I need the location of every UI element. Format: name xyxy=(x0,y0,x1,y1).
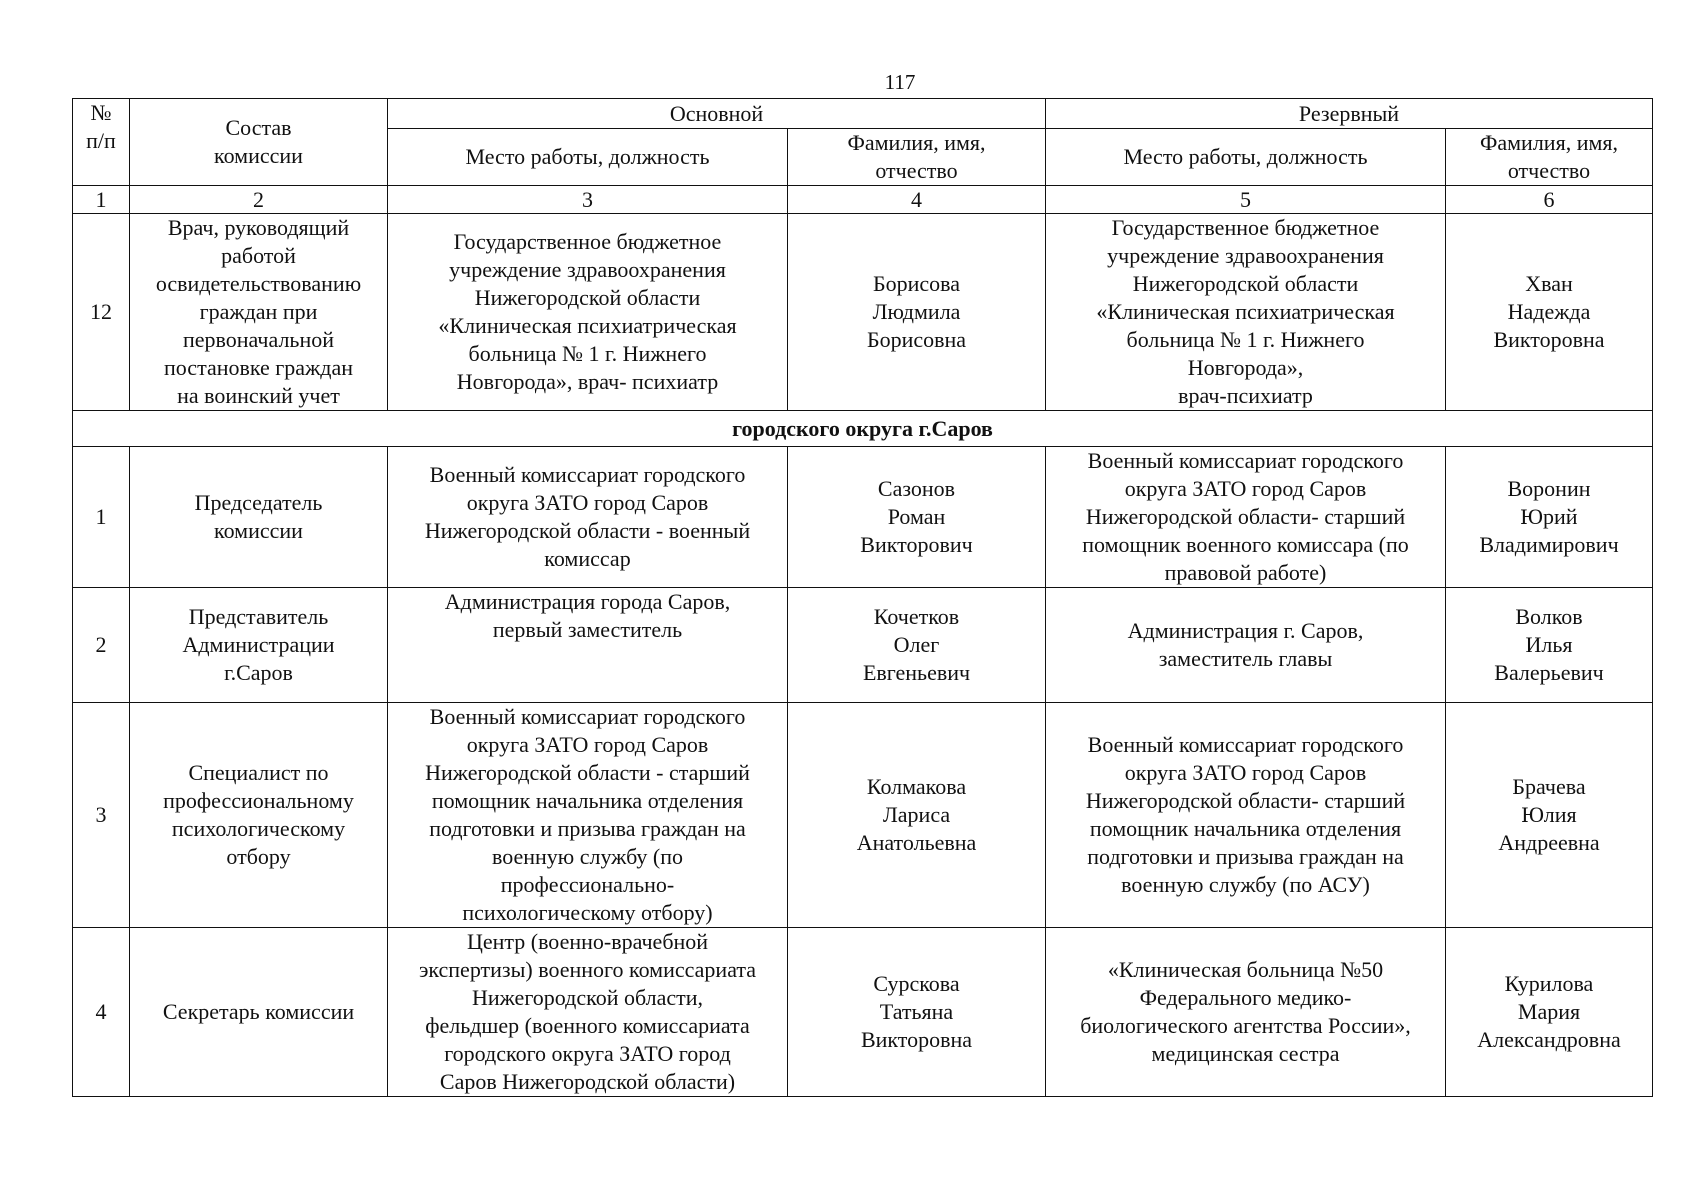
row-reserve-workplace: Военный комиссариат городского округа ЗАТО город Саров Нижегородской области- старший помощник военного комиссара (по правовой работе) xyxy=(1046,447,1446,588)
row-main-workplace: Государственное бюджетное учреждение здравоохранения Нижегородской области «Клиническая психиатрическая больница № 1 г. Нижнего Новгорода», врач- психиатр xyxy=(388,214,788,411)
header-main-workplace: Место работы, должность xyxy=(388,129,788,186)
row-role: Председатель комиссии xyxy=(130,447,388,588)
table-row xyxy=(73,588,1653,703)
row-main-name: Сурскова Татьяна Викторовна xyxy=(788,928,1046,1097)
row-reserve-workplace: Администрация г. Саров, заместитель главы xyxy=(1046,588,1446,703)
row-reserve-name: Курилова Мария Александровна xyxy=(1446,928,1653,1097)
section-row xyxy=(73,411,1653,447)
column-number: 2 xyxy=(130,186,388,214)
column-number: 4 xyxy=(788,186,1046,214)
column-number: 1 xyxy=(73,186,130,214)
header-main-name: Фамилия, имя, отчество xyxy=(788,129,1046,186)
row-reserve-workplace: Государственное бюджетное учреждение здравоохранения Нижегородской области «Клиническая психиатрическая больница № 1 г. Нижнего Новгорода», врач-психиатр xyxy=(1046,214,1446,411)
row-main-workplace: Военный комиссариат городского округа ЗАТО город Саров Нижегородской области - военный комиссар xyxy=(388,447,788,588)
row-num: 2 xyxy=(73,588,130,703)
table-row xyxy=(73,214,1653,411)
row-main-workplace: Администрация города Саров, первый заместитель xyxy=(388,588,788,703)
section-title: городского округа г.Саров xyxy=(73,411,1653,447)
row-role: Врач, руководящий работой освидетельствованию граждан при первоначальной постановке граждан на воинский учет xyxy=(130,214,388,411)
row-reserve-name: Воронин Юрий Владимирович xyxy=(1446,447,1653,588)
header-composition: Состав комиссии xyxy=(130,99,388,186)
row-reserve-workplace: «Клиническая больница №50 Федерального медико- биологического агентства России», медицинская сестра xyxy=(1046,928,1446,1097)
row-num: 12 xyxy=(73,214,130,411)
header-reserve: Резервный xyxy=(1046,99,1653,129)
page-number: 117 xyxy=(884,70,916,94)
header-reserve-workplace: Место работы, должность xyxy=(1046,129,1446,186)
header-num: № п/п xyxy=(73,99,130,186)
row-main-name: Сазонов Роман Викторович xyxy=(788,447,1046,588)
header-main: Основной xyxy=(388,99,1046,129)
row-main-name: Кочетков Олег Евгеньевич xyxy=(788,588,1046,703)
row-role: Секретарь комиссии xyxy=(130,928,388,1097)
row-main-name: Борисова Людмила Борисовна xyxy=(788,214,1046,411)
row-num: 4 xyxy=(73,928,130,1097)
row-main-name: Колмакова Лариса Анатольевна xyxy=(788,703,1046,928)
row-role: Специалист по профессиональному психологическому отбору xyxy=(130,703,388,928)
row-num: 1 xyxy=(73,447,130,588)
header-reserve-name: Фамилия, имя, отчество xyxy=(1446,129,1653,186)
row-role: Представитель Администрации г.Саров xyxy=(130,588,388,703)
row-main-workplace: Военный комиссариат городского округа ЗАТО город Саров Нижегородской области - старший помощник начальника отделения подготовки и призыва граждан на военную службу (по профессионально- психологическому отбору) xyxy=(388,703,788,928)
column-numbers-row xyxy=(73,186,1653,214)
table-row xyxy=(73,447,1653,588)
table-row xyxy=(73,703,1653,928)
row-main-workplace: Центр (военно-врачебной экспертизы) военного комиссариата Нижегородской области, фельдшер (военного комиссариата городского округа ЗАТО город Саров Нижегородской области) xyxy=(388,928,788,1097)
row-reserve-name: Хван Надежда Викторовна xyxy=(1446,214,1653,411)
row-num: 3 xyxy=(73,703,130,928)
row-reserve-name: Волков Илья Валерьевич xyxy=(1446,588,1653,703)
column-number: 3 xyxy=(388,186,788,214)
column-number: 5 xyxy=(1046,186,1446,214)
table-row xyxy=(73,928,1653,1097)
header-row-top xyxy=(73,99,1653,129)
commission-table xyxy=(72,98,1653,1097)
column-number: 6 xyxy=(1446,186,1653,214)
row-reserve-workplace: Военный комиссариат городского округа ЗАТО город Саров Нижегородской области- старший помощник начальника отделения подготовки и призыва граждан на военную службу (по АСУ) xyxy=(1046,703,1446,928)
row-reserve-name: Брачева Юлия Андреевна xyxy=(1446,703,1653,928)
